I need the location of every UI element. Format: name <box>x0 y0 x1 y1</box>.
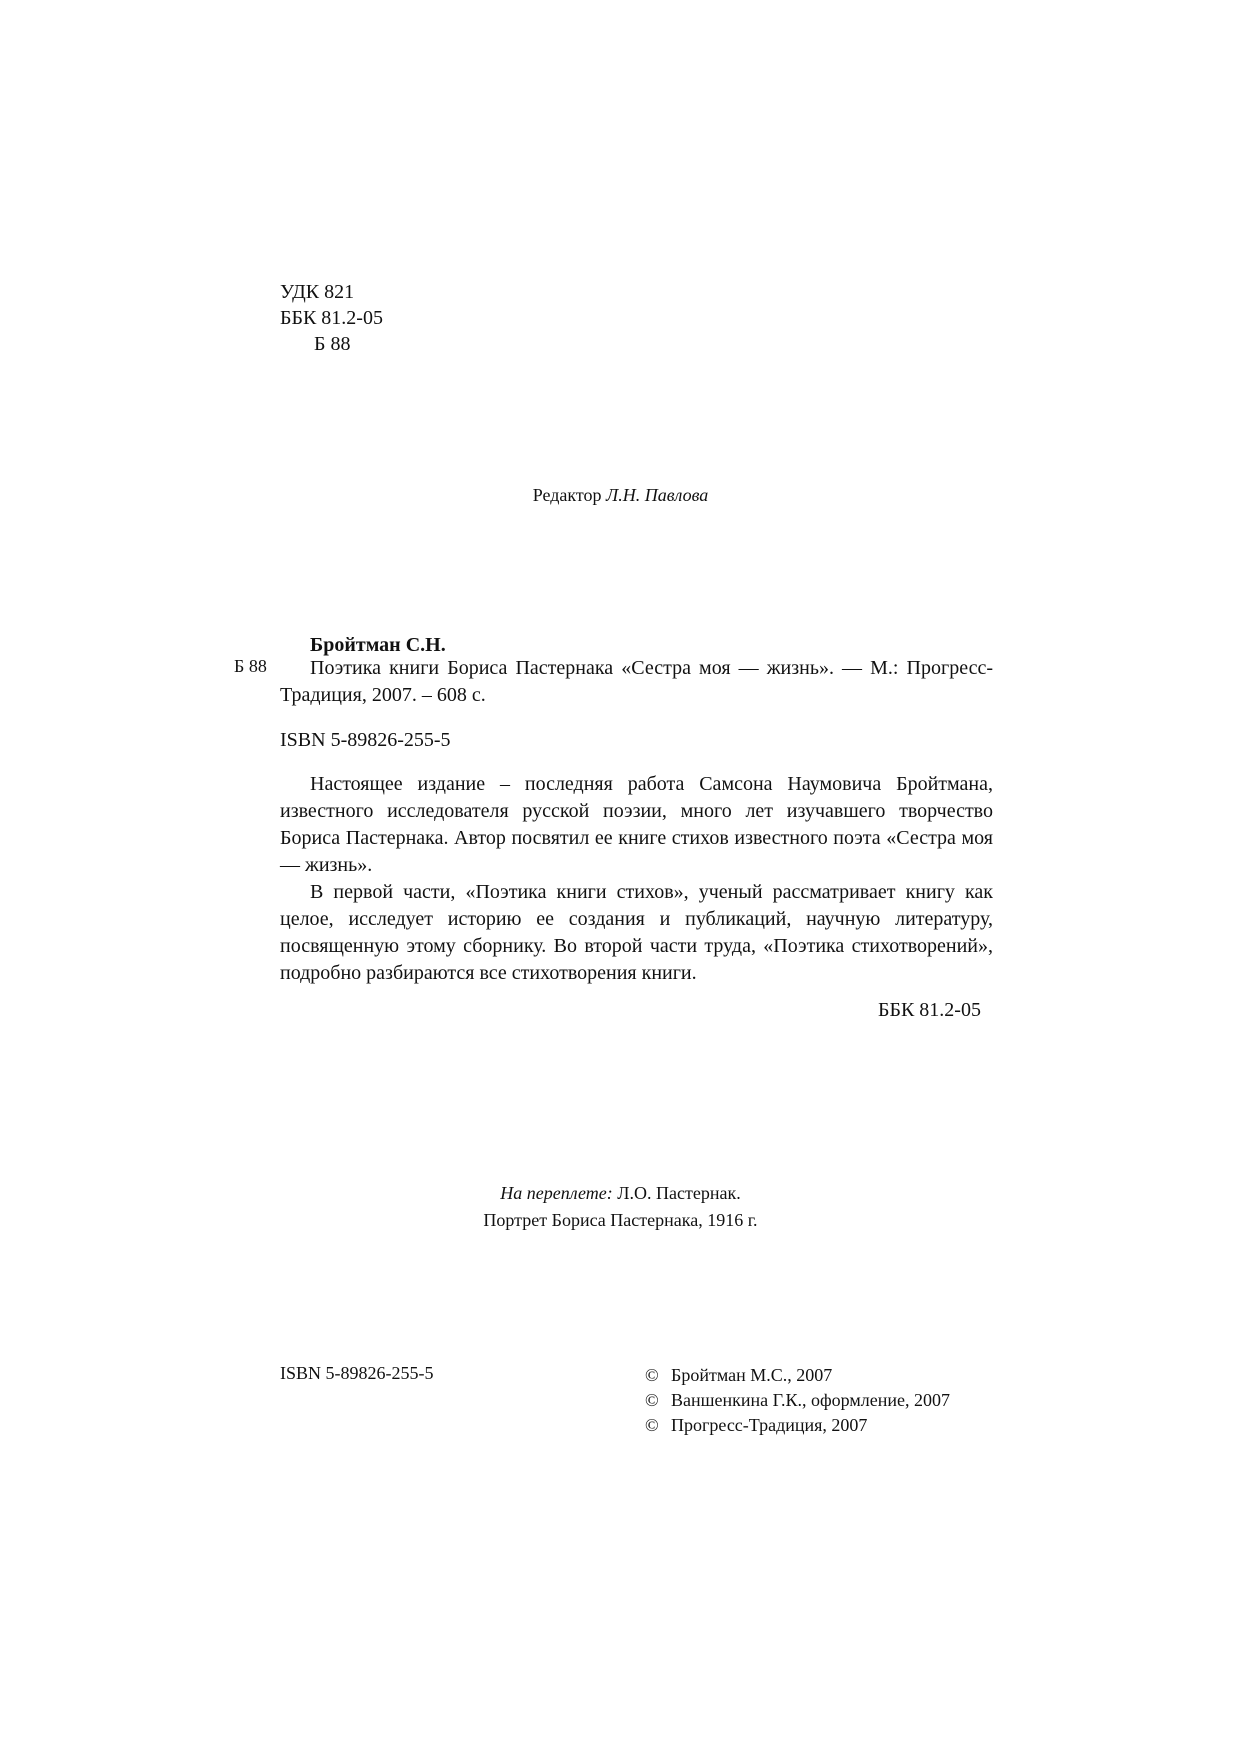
cover-artist: Л.О. Пастернак. <box>617 1183 741 1203</box>
cover-caption: Портрет Бориса Пастернака, 1916 г. <box>483 1210 758 1230</box>
copyright-line <box>645 1413 950 1438</box>
copyright-holder: Бройтман М.С., 2007 <box>671 1365 833 1385</box>
author-mark: Б 88 <box>314 333 351 355</box>
copyright-holder: Ваншенкина Г.К., оформление, 2007 <box>671 1390 950 1410</box>
copyright-line <box>645 1363 950 1388</box>
card-isbn: ISBN 5-89826-255-5 <box>280 729 451 751</box>
copyright-line <box>645 1388 950 1413</box>
copyright-icon: © <box>645 1390 659 1410</box>
annotation <box>280 771 993 987</box>
editor-credit <box>0 485 1241 507</box>
card-description: Поэтика книги Бориса Пастернака «Сестра моя — жизнь». — М.: Прогресс-Традиция, 2007. – 608 с. <box>280 657 993 706</box>
card-mark: Б 88 <box>234 656 267 676</box>
copyright-list <box>645 1363 950 1438</box>
bbk-code: ББК 81.2-05 <box>280 307 383 329</box>
udk-code: УДК 821 <box>280 281 355 303</box>
annotation-paragraph-1: Настоящее издание – последняя работа Самсона Наумовича Бройтмана, известного исследователя русской поэзии, много лет изучавшего творчество Бориса Пастернака. Автор посвятил ее книге стихов известного поэта «Сестра моя — жизнь». <box>280 773 993 876</box>
card-author: Бройтман С.Н. <box>310 634 446 656</box>
annotation-paragraph-2: В первой части, «Поэтика книги стихов», ученый рассматривает книгу как целое, исследует историю ее создания и публикаций, научную литературу, посвященную этому сборнику. Во второй части труда, «Поэтика стихотворений», подробно разбираются все стихотворения книги. <box>280 881 993 984</box>
cover-note-line-1 <box>0 1180 1241 1207</box>
editor-label: Редактор <box>532 485 602 505</box>
copyright-holder: Прогресс-Традиция, 2007 <box>671 1415 868 1435</box>
cover-note <box>0 1180 1241 1234</box>
card-bbk: ББК 81.2-05 <box>878 999 981 1021</box>
cover-label: На переплете: <box>500 1183 613 1203</box>
editor-name: Л.Н. Павлова <box>606 485 709 505</box>
imprint-isbn: ISBN 5-89826-255-5 <box>280 1363 434 1383</box>
copyright-icon: © <box>645 1365 659 1385</box>
copyright-icon: © <box>645 1415 659 1435</box>
